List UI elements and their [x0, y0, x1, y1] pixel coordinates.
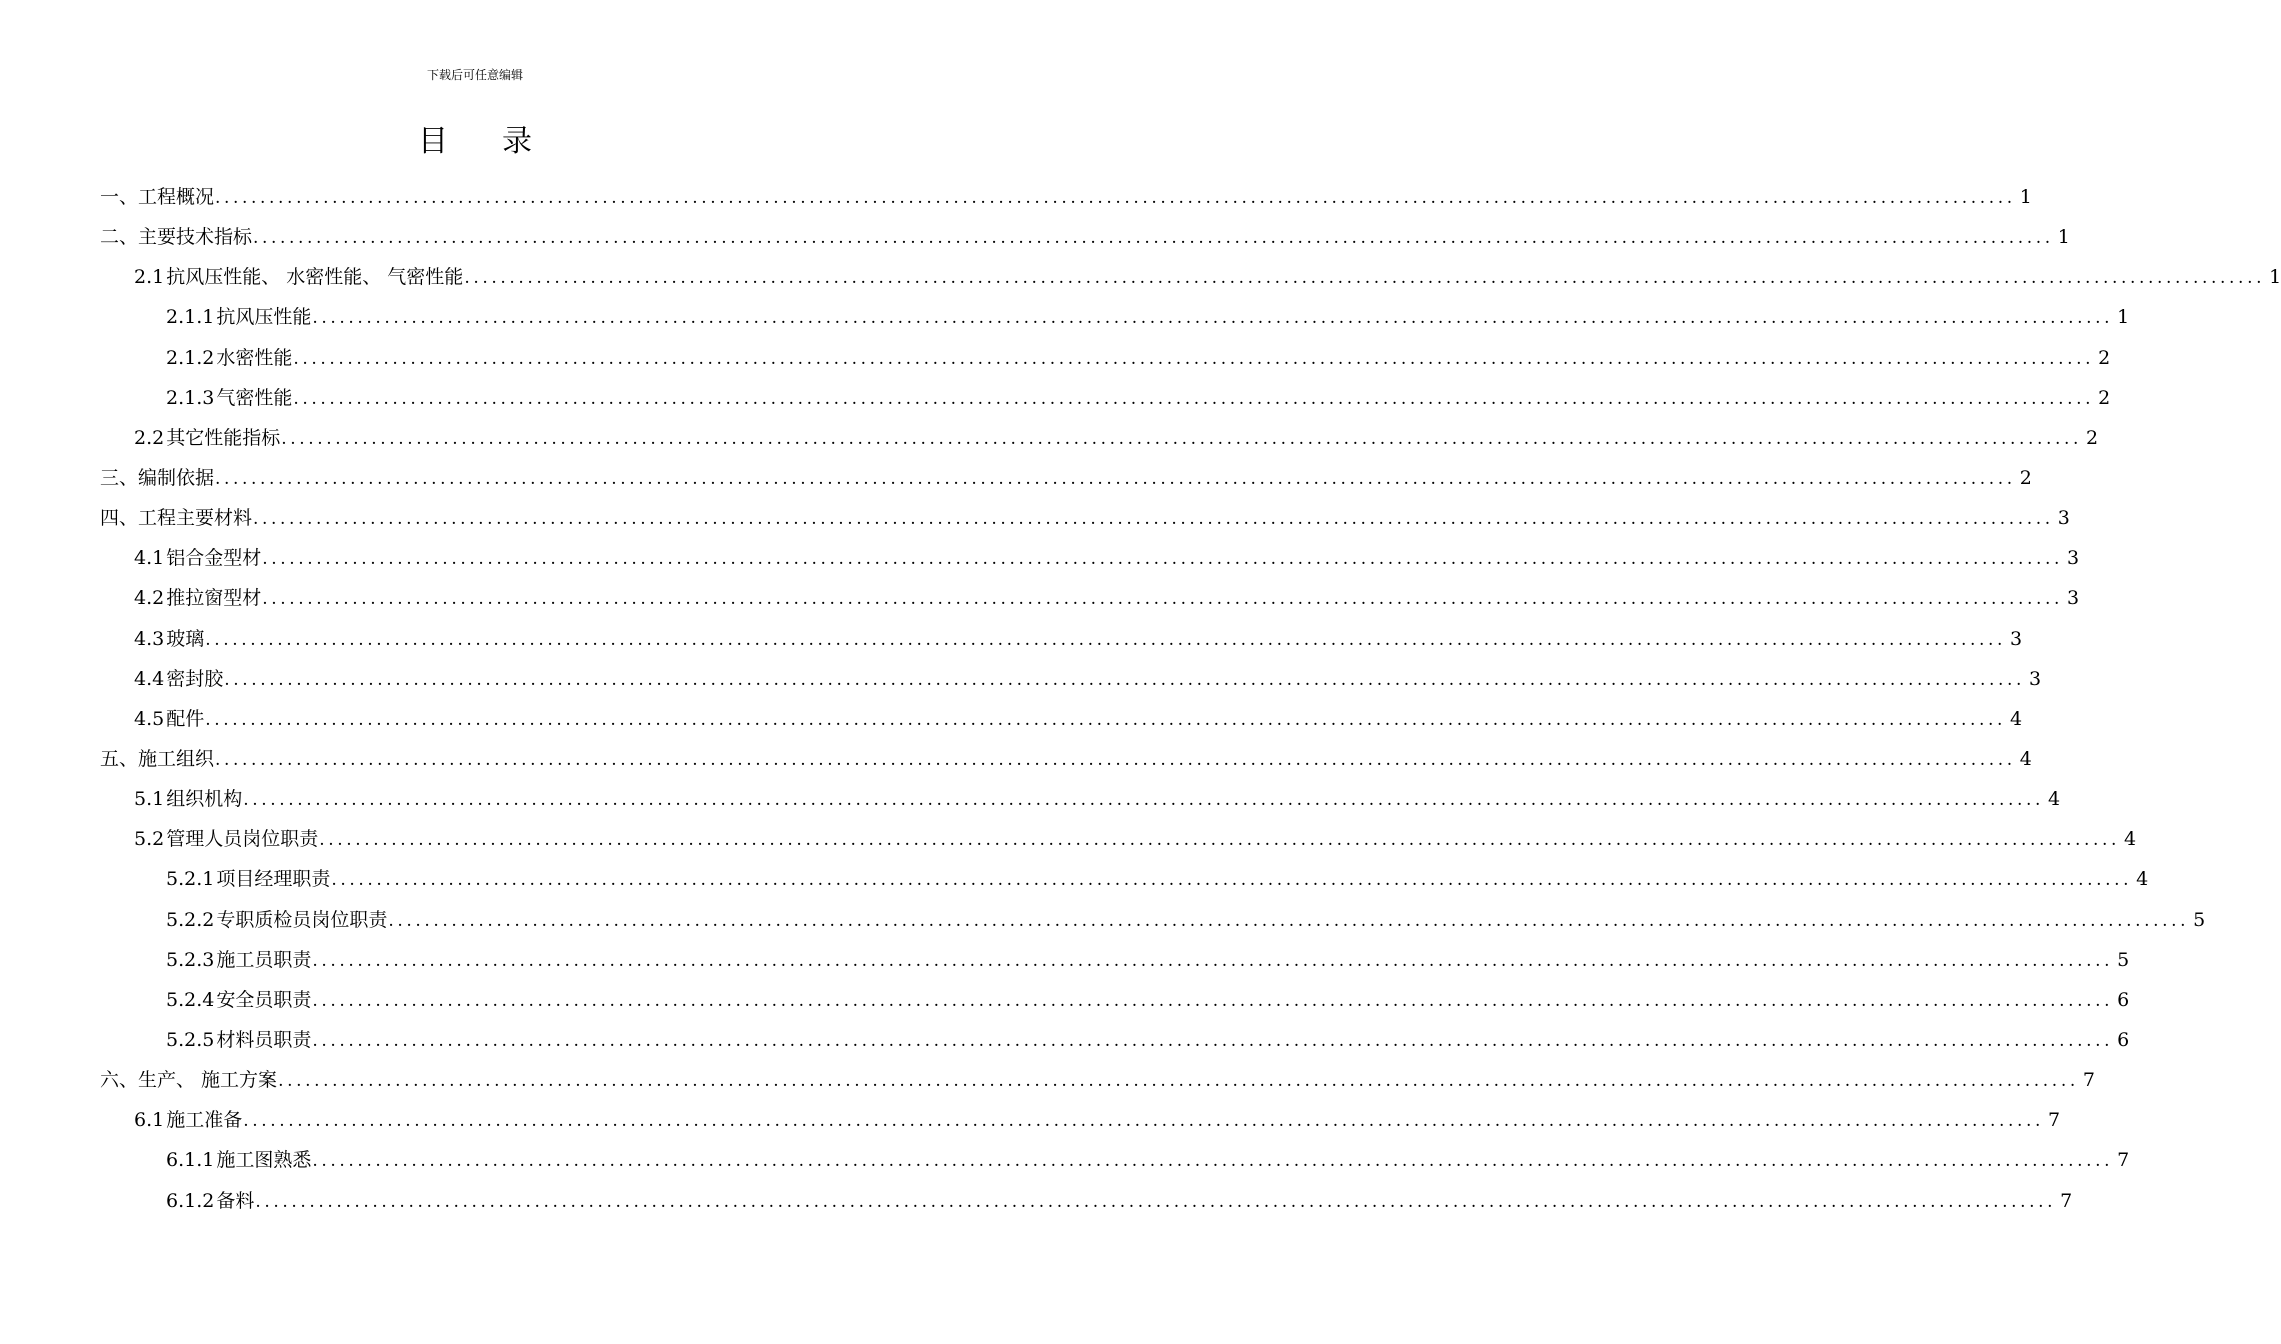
- toc-entry-page: 2: [2098, 346, 2111, 369]
- toc-entry-number: 6.1.1: [166, 1149, 215, 1172]
- toc-entry-label: 工程主要材料: [138, 507, 253, 530]
- toc-entry-page: 2: [2086, 426, 2099, 449]
- toc-dot-leader: ........................................................................................................................................................................................................: [312, 990, 2114, 1011]
- toc-entry-label: 其它性能指标: [166, 426, 281, 449]
- toc-entry-page: 4: [2048, 788, 2061, 811]
- toc-entry-number: 2.1: [134, 266, 165, 289]
- toc-entry-number: 6.1.2: [166, 1189, 215, 1212]
- toc-dot-leader: ........................................................................................................................................................................................................: [243, 790, 2044, 811]
- toc-entry-label: 施工员职责: [216, 948, 312, 971]
- toc-entry-label: 备料: [216, 1189, 255, 1212]
- toc-entry[interactable]: [100, 659, 2042, 699]
- toc-dot-leader: ........................................................................................................................................................................................................: [319, 830, 2120, 851]
- toc-entry-page: 2: [2019, 466, 2032, 489]
- toc-dot-leader: ........................................................................................................................................................................................................: [215, 468, 2016, 489]
- header-note: 下载后可任意编辑: [426, 68, 523, 82]
- toc-dot-leader: ........................................................................................................................................................................................................: [215, 188, 2016, 208]
- toc-entry-page: 1: [2117, 306, 2130, 329]
- toc-entry-number: 5.1: [134, 788, 165, 811]
- toc-entry-page: 3: [2067, 547, 2080, 570]
- toc-entry-number: 5.2.1: [166, 868, 215, 891]
- toc-entry-page: 7: [2082, 1069, 2095, 1092]
- page-title: [0, 116, 950, 160]
- toc-entry-number: 一、: [100, 186, 139, 208]
- toc-entry-number: 2.1.2: [166, 346, 215, 369]
- toc-dot-leader: ........................................................................................................................................................................................................: [278, 1071, 2079, 1092]
- toc-dot-leader: ........................................................................................................................................................................................................: [464, 268, 2266, 289]
- toc-entry-number: 二、: [100, 226, 139, 249]
- toc-dot-leader: ........................................................................................................................................................................................................: [312, 308, 2114, 329]
- toc-entry-label: 编制依据: [138, 466, 215, 489]
- table-of-contents: [100, 177, 2281, 1221]
- toc-entry-label: 密封胶: [166, 667, 224, 690]
- toc-entry-number: 6.1: [134, 1109, 165, 1132]
- title-right-char: 录: [502, 124, 532, 159]
- toc-entry-number: 5.2.4: [166, 988, 215, 1011]
- toc-entry[interactable]: [100, 819, 2137, 859]
- toc-entry-page: 1: [2019, 186, 2032, 208]
- toc-entry-label: 配件: [166, 707, 205, 730]
- toc-entry[interactable]: [100, 980, 2130, 1020]
- toc-entry[interactable]: [100, 578, 2080, 618]
- toc-entry-label: 铝合金型材: [166, 547, 262, 570]
- toc-dot-leader: ........................................................................................................................................................................................................: [312, 1030, 2114, 1051]
- toc-entry-number: 六、: [100, 1069, 139, 1092]
- toc-dot-leader: ........................................................................................................................................................................................................: [253, 509, 2054, 530]
- toc-entry-page: 2: [2098, 386, 2111, 409]
- toc-dot-leader: ........................................................................................................................................................................................................: [205, 709, 2006, 730]
- toc-dot-leader: ........................................................................................................................................................................................................: [281, 428, 2082, 449]
- toc-entry-page: 7: [2117, 1149, 2130, 1172]
- toc-entry[interactable]: [100, 1181, 2073, 1221]
- toc-entry-number: 4.1: [134, 547, 165, 570]
- toc-entry-page: 3: [2067, 587, 2080, 610]
- toc-entry[interactable]: [100, 257, 2281, 297]
- toc-dot-leader: ........................................................................................................................................................................................................: [293, 388, 2095, 409]
- toc-entry-label: 推拉窗型材: [166, 587, 262, 610]
- toc-entry[interactable]: [100, 859, 2149, 899]
- toc-entry-number: 4.4: [134, 667, 165, 690]
- toc-dot-leader: ........................................................................................................................................................................................................: [331, 870, 2133, 891]
- toc-entry-label: 抗风压性能: [216, 306, 312, 329]
- toc-entry[interactable]: [100, 739, 2032, 779]
- toc-entry-page: 6: [2117, 1028, 2130, 1051]
- toc-entry-page: 6: [2117, 988, 2130, 1011]
- toc-entry-label: 专职质检员岗位职责: [216, 908, 388, 931]
- toc-entry-page: 1: [2269, 266, 2281, 289]
- toc-entry[interactable]: [100, 177, 2032, 217]
- toc-dot-leader: ........................................................................................................................................................................................................: [205, 629, 2006, 650]
- toc-entry[interactable]: [100, 779, 2061, 819]
- toc-entry-number: 4.3: [134, 627, 165, 650]
- toc-dot-leader: ........................................................................................................................................................................................................: [215, 749, 2016, 770]
- toc-entry[interactable]: [100, 498, 2070, 538]
- toc-entry-number: 2.2: [134, 426, 165, 449]
- toc-dot-leader: ........................................................................................................................................................................................................: [293, 348, 2095, 369]
- toc-entry-page: 4: [2136, 868, 2149, 891]
- toc-entry-page: 5: [2193, 908, 2206, 931]
- toc-entry[interactable]: [100, 217, 2070, 257]
- toc-dot-leader: ........................................................................................................................................................................................................: [255, 1191, 2057, 1212]
- toc-entry-number: 4.2: [134, 587, 165, 610]
- toc-entry[interactable]: [100, 538, 2080, 578]
- toc-entry-label: 组织机构: [166, 788, 243, 811]
- toc-entry-page: 3: [2010, 627, 2023, 650]
- toc-entry[interactable]: [100, 1100, 2061, 1140]
- toc-entry-page: 4: [2019, 747, 2032, 770]
- toc-entry-label: 施工图熟悉: [216, 1149, 312, 1172]
- toc-entry[interactable]: [100, 1060, 2095, 1100]
- toc-entry[interactable]: [100, 900, 2206, 940]
- toc-entry-label: 施工准备: [166, 1109, 243, 1132]
- toc-entry-label: 施工组织: [138, 747, 215, 770]
- toc-entry-label: 气密性能: [216, 386, 293, 409]
- toc-dot-leader: ........................................................................................................................................................................................................: [312, 950, 2114, 971]
- toc-entry-number: 5.2.3: [166, 948, 215, 971]
- toc-entry-number: 5.2.2: [166, 908, 215, 931]
- toc-entry-number: 4.5: [134, 707, 165, 730]
- toc-entry-number: 五、: [100, 747, 139, 770]
- toc-entry-page: 4: [2010, 707, 2023, 730]
- toc-entry-page: 7: [2060, 1189, 2073, 1212]
- toc-entry-page: 1: [2057, 226, 2070, 249]
- toc-entry[interactable]: [100, 940, 2130, 980]
- toc-entry-label: 材料员职责: [216, 1028, 312, 1051]
- toc-entry-number: 三、: [100, 466, 139, 489]
- toc-entry[interactable]: [100, 378, 2111, 418]
- toc-entry-page: 4: [2124, 828, 2137, 851]
- toc-entry[interactable]: [100, 619, 2023, 659]
- toc-entry-number: 2.1.1: [166, 306, 215, 329]
- toc-dot-leader: ........................................................................................................................................................................................................: [253, 228, 2054, 249]
- toc-entry-number: 5.2: [134, 828, 165, 851]
- toc-entry[interactable]: [100, 699, 2023, 739]
- toc-entry-label: 工程概况: [138, 186, 215, 208]
- toc-entry-page: 5: [2117, 948, 2130, 971]
- toc-entry[interactable]: [100, 1140, 2130, 1180]
- toc-entry-label: 生产、 施工方案: [138, 1069, 278, 1092]
- toc-entry-page: 3: [2029, 667, 2042, 690]
- toc-entry[interactable]: [100, 458, 2032, 498]
- toc-entry[interactable]: [100, 297, 2130, 337]
- toc-dot-leader: ........................................................................................................................................................................................................: [262, 549, 2063, 570]
- toc-entry-label: 安全员职责: [216, 988, 312, 1011]
- toc-entry[interactable]: [100, 1020, 2130, 1060]
- toc-entry-number: 四、: [100, 507, 139, 530]
- toc-dot-leader: ........................................................................................................................................................................................................: [224, 669, 2025, 690]
- toc-entry-number: 5.2.5: [166, 1028, 215, 1051]
- toc-dot-leader: ........................................................................................................................................................................................................: [262, 589, 2063, 610]
- toc-entry-page: 3: [2057, 507, 2070, 530]
- toc-entry-label: 项目经理职责: [216, 868, 331, 891]
- toc-entry[interactable]: [100, 418, 2099, 458]
- toc-entry[interactable]: [100, 338, 2111, 378]
- toc-dot-leader: ........................................................................................................................................................................................................: [243, 1111, 2044, 1132]
- toc-entry-label: 玻璃: [166, 627, 205, 650]
- toc-entry-number: 2.1.3: [166, 386, 215, 409]
- toc-entry-label: 水密性能: [216, 346, 293, 369]
- toc-entry-label: 管理人员岗位职责: [166, 828, 319, 851]
- toc-entry-page: 7: [2048, 1109, 2061, 1132]
- toc-dot-leader: ........................................................................................................................................................................................................: [312, 1151, 2114, 1172]
- toc-entry-label: 抗风压性能、 水密性能、 气密性能: [166, 266, 464, 289]
- title-left-char: 目: [418, 124, 448, 159]
- toc-dot-leader: ........................................................................................................................................................................................................: [388, 910, 2190, 931]
- toc-entry-label: 主要技术指标: [138, 226, 253, 249]
